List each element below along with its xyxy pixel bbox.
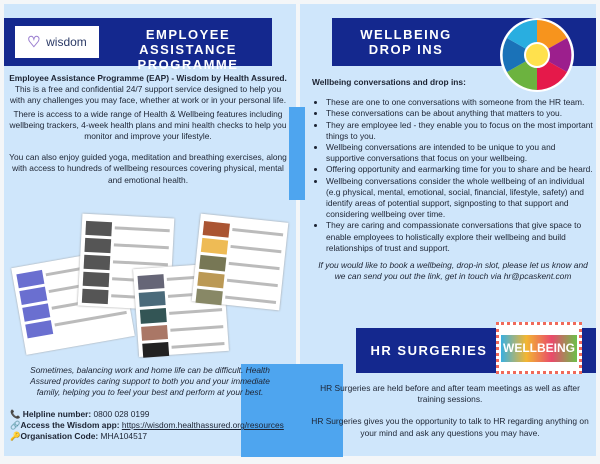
wisdom-app-link[interactable]: https://wisdom.healthassured.org/resources — [121, 420, 284, 431]
phone-icon: 📞 — [10, 409, 21, 419]
dropins-content: Wellbeing conversations and drop ins: • These are one to one conversations with someone from the HR team. • These conversations can be about anything that matters to you. • They are employee led - they enable you to focus on the most important things to you. • Wellbeing conversations are intended to be unique to you and supportive conversations that focus on your wellbeing. • Offering opportunity and earmarking time for you to share and be heard. • Wellbeing conversations consider the whole wellbeing of an individual (e.g physical, mental, emotional, social, financial, lifestyle, safety) and identify areas of potential support, signposting to that support and considering wellbeing over time. • They are caring and compassionate conversations that give space to enable employees to holistically explore their wellbeing and build relationships of trust and support. If you would like to book a wellbeing, drop-in slot, please let us know and we can send you out the link, get in touch via hr@pcaskent.com — [312, 77, 594, 282]
dropins-header: WELLBEING DROP INS — [332, 18, 596, 66]
org-row: 🔑Organisation Code: MHA104517 — [10, 431, 148, 442]
accent-block — [289, 107, 305, 200]
list-item: • They are caring and compassionate conversations that give space to enable employees to holistically explore their wellbeing and build relationships of trust and support. — [326, 220, 594, 254]
app-row: 🔗Access the Wisdom app: https://wisdom.healthassured.org/resources — [10, 420, 284, 431]
list-item: • These are one to one conversations with someone from the HR team. — [326, 97, 594, 108]
list-item: • They are employee led - they enable you to focus on the most important things to you. — [326, 120, 594, 142]
booking-text: If you would like to book a wellbeing, drop-in slot, please let us know and we can send you out the link, get in touch via hr@pcaskent.com — [318, 260, 588, 282]
eap-logo: ♡ wisdom — [15, 26, 99, 58]
list-item: • Offering opportunity and earmarking time for you to share and be heard. — [326, 164, 594, 175]
eap-contacts — [10, 409, 300, 443]
eap-title-line1: EMPLOYEE ASSISTANCE — [139, 27, 237, 57]
key-icon: 🔑 — [10, 431, 21, 442]
eap-italic: Sometimes, balancing work and home life can be difficult. Health Assured provides caring support to both you and your immediate family, helping you to feel your best and perform at your best. — [30, 365, 270, 398]
dropins-list — [312, 97, 594, 254]
list-item: • Wellbeing conversations consider the whole wellbeing of an individual (e.g physical, mental, emotional, social, financial, lifestyle, safety) and identify areas of potential support, signposting to that support and considering wellbeing over time. — [326, 176, 594, 221]
list-item: • Wellbeing conversations are intended to be unique to you and supportive conversations that focus on your wellbeing. — [326, 142, 594, 164]
wellbeing-badge: WELLBEING — [496, 322, 582, 374]
link-icon: 🔗 — [10, 420, 21, 431]
list-item: • These conversations can be about anything that matters to you. — [326, 108, 594, 119]
surgeries-header: HR SURGERIES WELLBEING — [356, 328, 596, 373]
eap-title-line2: PROGRAMME — [137, 57, 239, 72]
eap-intro: Employee Assistance Programme (EAP) - Wisdom by Health Assured. This is a free and confidential 24/7 support service designed to help you with any challenges you may face, whether at work or in your personal life. There is access to a wide range of Health & Wellbeing features including wellbeing trackers, 4-week health plans and mini health checks to help you monitor and improve your lifestyle. You can also enjoy guided yoga, meditation and breathing exercises, along with access to hundreds of wellbeing resources covering physical, mental and emotional health. — [9, 73, 287, 185]
eap-header — [4, 18, 272, 72]
helpline-row: 📞 Helpline number: 0800 028 0199 — [10, 409, 150, 419]
heart-logo-icon: ♡ — [27, 33, 43, 51]
surgeries-content: HR Surgeries are held before and after team meetings as well as after training sessions. HR Surgeries gives you the opportunity to talk to HR regarding anything on your mind and ask any questions you may have. — [311, 383, 589, 438]
